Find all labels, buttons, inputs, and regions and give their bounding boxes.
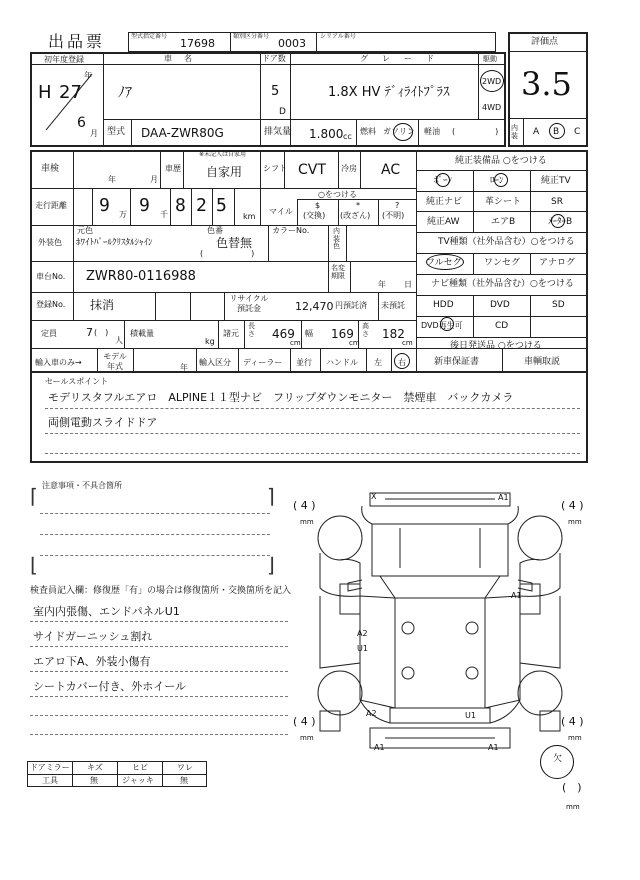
import-label: 輸入車のみ→ bbox=[35, 358, 82, 367]
fuel-paren: ( ) bbox=[452, 127, 499, 136]
sales-point-label: セールスポイント bbox=[45, 377, 109, 386]
option-0-1-circle bbox=[494, 173, 508, 187]
cool-label: 冷房 bbox=[341, 164, 357, 173]
tools-h0: ドアミラー bbox=[30, 763, 70, 772]
tread-rl-unit: mm bbox=[300, 734, 314, 742]
option-2-0: 純正AW bbox=[427, 217, 460, 227]
option-2-2: ﾒｰﾀｰB bbox=[548, 217, 573, 227]
handle-circle bbox=[394, 353, 410, 369]
fuel-circle bbox=[393, 123, 413, 141]
car-name-label: 車 名 bbox=[164, 54, 194, 63]
chassis-label: 車台No. bbox=[36, 272, 66, 281]
type-code: 17698 bbox=[180, 37, 215, 50]
car-diagram bbox=[300, 488, 590, 758]
fuel-diesel: 軽油 bbox=[424, 127, 440, 136]
drive-2wd: 2WD bbox=[482, 77, 502, 86]
navi-dvd-play: DVD再生可 bbox=[421, 321, 463, 330]
notes-bracket-bl: ⌊ bbox=[30, 553, 38, 577]
tread-fl-unit: mm bbox=[300, 518, 314, 526]
hei-value: 182 bbox=[382, 327, 405, 341]
doors-label: ドア数 bbox=[262, 54, 286, 63]
mileage-dollar: $ bbox=[315, 201, 321, 210]
inspect-line-4: シートカバー付き、外ホイール bbox=[33, 680, 187, 693]
spare-unit: mm bbox=[566, 803, 580, 811]
tread-fr: ( 4 ) bbox=[561, 499, 584, 512]
option-1-2: SR bbox=[551, 197, 563, 207]
disp: 1.800 bbox=[309, 127, 344, 141]
score-value: 3.5 bbox=[521, 65, 572, 103]
color-status: 色替無 bbox=[216, 236, 253, 250]
load-label: 積載量 bbox=[130, 329, 154, 338]
serial-label: シリアル番号 bbox=[320, 33, 356, 40]
chassis-value: ZWR80-0116988 bbox=[86, 269, 196, 284]
len-value: 469 bbox=[272, 327, 295, 341]
use-label: 車歴 bbox=[165, 164, 181, 173]
tools-r0: 工具 bbox=[42, 776, 58, 785]
later-title: 後日発送品 ○をつける bbox=[450, 341, 542, 351]
grade-label: グ レ ー ド bbox=[360, 54, 437, 63]
tread-rr: ( 4 ) bbox=[561, 715, 584, 728]
tread-rr-unit: mm bbox=[568, 734, 582, 742]
use-note: ※未記入は自家用 bbox=[199, 151, 247, 158]
tools-h2: ヒビ bbox=[132, 763, 148, 772]
option-1-1: 革シート bbox=[485, 197, 522, 207]
handle-label: ハンドル bbox=[326, 358, 358, 367]
color-num-label: 色番 bbox=[207, 226, 223, 235]
reg-year: 27 bbox=[59, 82, 82, 103]
mileage-dollar-sub: (交換) bbox=[303, 211, 326, 220]
reg-month: 6 bbox=[77, 115, 86, 131]
unpaid: 未預託 bbox=[381, 301, 405, 310]
reg-month-unit: 月 bbox=[90, 129, 98, 138]
tools-r2: ジャッキ bbox=[122, 776, 154, 785]
recycle-unit: 円預託済 bbox=[335, 301, 367, 310]
mileage-q: ? bbox=[395, 201, 400, 210]
navi-sd: SD bbox=[552, 300, 565, 310]
mileage-d4: 2 bbox=[196, 195, 207, 216]
type-code-label: 型式指定番号 bbox=[131, 33, 168, 40]
mileage-u1: 万 bbox=[119, 210, 127, 219]
inspect-line-3: エアロ下A、外装小傷有 bbox=[33, 655, 151, 668]
dim-label: 諸元 bbox=[223, 329, 239, 338]
wid-value: 169 bbox=[331, 327, 354, 341]
int-color-label: 内装色 bbox=[333, 227, 340, 251]
tools-r3: 無 bbox=[180, 776, 188, 785]
len-unit: cm bbox=[290, 339, 301, 347]
grade: 1.8X HV ﾃﾞｨﾗｲﾄﾌﾟﾗｽ bbox=[328, 85, 450, 100]
class-code: 0003 bbox=[278, 37, 306, 50]
option-0-2: 純正TV bbox=[541, 176, 571, 186]
model: DAA-ZWR80G bbox=[141, 126, 224, 140]
diagram-mark-3: A2 bbox=[357, 629, 368, 638]
parallel: 並行 bbox=[296, 358, 312, 367]
tv-item-2: アナログ bbox=[539, 258, 576, 268]
navi-title: ナビ種類（社外品含む）○をつける bbox=[431, 279, 574, 289]
drive-label: 駆動 bbox=[483, 55, 497, 63]
hei-unit: cm bbox=[402, 339, 413, 347]
shift-label: シフト bbox=[263, 164, 287, 173]
interior-c: C bbox=[574, 127, 581, 137]
mileage-d5: 5 bbox=[216, 195, 227, 216]
shaken-year-unit: 年 bbox=[108, 175, 116, 184]
tools-r1: 無 bbox=[90, 776, 98, 785]
sales-point-line2: 両側電動スライドドア bbox=[48, 416, 158, 429]
inspect-label: 検査員記入欄：修復歴「有」の場合は修復箇所・交換箇所を記入 bbox=[30, 586, 292, 596]
mileage-unit: km bbox=[243, 212, 256, 221]
diagram-mark-7: A1 bbox=[374, 743, 385, 752]
shaken-month-unit: 月 bbox=[150, 175, 158, 184]
form-title: 出品票 bbox=[48, 32, 106, 51]
diagram-mark-6: U1 bbox=[465, 711, 476, 720]
option-2-2-circle bbox=[551, 214, 565, 228]
cap-paren: ( ) bbox=[94, 328, 109, 337]
score-label: 評価点 bbox=[531, 37, 559, 47]
name-change-label: 名変期限 bbox=[331, 264, 345, 280]
reg-era: H bbox=[38, 82, 52, 103]
diagram-mark-5: A2 bbox=[366, 709, 377, 718]
tv-item-0: フルセグ bbox=[426, 258, 462, 268]
shift: CVT bbox=[298, 162, 326, 178]
manual: 車輌取説 bbox=[524, 357, 561, 367]
notes-bracket-right: ⌉ bbox=[267, 484, 275, 508]
diagram-mark-1: A1 bbox=[498, 493, 509, 502]
mileage-mile: マイル bbox=[269, 207, 293, 216]
namechg-day: 日 bbox=[404, 280, 412, 289]
mileage-d2: 9 bbox=[139, 195, 150, 216]
model-year-label: モデル年式 bbox=[103, 352, 127, 371]
notes-label: 注意事項・不具合箇所 bbox=[42, 481, 122, 490]
orig-label: 元色 bbox=[77, 226, 93, 235]
diagram-mark-8: A1 bbox=[488, 743, 499, 752]
navi-circle bbox=[440, 317, 454, 331]
spare-paren: ( ) bbox=[562, 781, 582, 794]
spare-tire-label: 欠 bbox=[553, 754, 563, 764]
tools-h1: キズ bbox=[87, 763, 103, 772]
mileage-star-sub: (改ざん) bbox=[340, 211, 371, 220]
diagram-mark-x: X bbox=[371, 492, 377, 501]
fuel-label: 燃料 bbox=[360, 127, 376, 136]
model-label: 型式 bbox=[107, 127, 126, 137]
dealer: ディーラー bbox=[243, 358, 283, 367]
mileage-d3: 8 bbox=[175, 195, 186, 216]
cap-unit: 人 bbox=[115, 336, 123, 345]
option-1-0: 純正ナビ bbox=[426, 197, 463, 207]
interior-label: 内装 bbox=[511, 124, 518, 140]
option-0-0: ﾎﾞｰﾝ bbox=[434, 176, 453, 186]
wid-label: 幅 bbox=[305, 329, 313, 338]
load-unit: kg bbox=[205, 337, 215, 346]
wid-unit: cm bbox=[349, 339, 360, 347]
regno-label: 登録No. bbox=[36, 300, 66, 309]
mileage-d1: 9 bbox=[99, 195, 110, 216]
inspect-line-1: 室内内張傷、エンドパネルU1 bbox=[33, 605, 180, 618]
diagram-mark-2: A1 bbox=[511, 591, 522, 600]
reg-year-unit: 年 bbox=[84, 71, 92, 80]
tv-title: TV種類（社外品含む）○をつける bbox=[438, 237, 575, 247]
orig-color: ﾎﾜｲﾄﾊﾟｰﾙｸﾘｽﾀﾙｼｬｲﾝ bbox=[76, 238, 153, 248]
sales-point-line1: モデリスタフルエアロ ALPINE１１型ナビ フリップダウンモニター 禁煙車 バックカメラ bbox=[48, 391, 514, 404]
handle-right: 右 bbox=[398, 358, 406, 367]
doors: 5 bbox=[271, 84, 280, 99]
disp-unit: cc bbox=[343, 132, 352, 141]
shaken-label: 車検 bbox=[41, 164, 60, 174]
disp-label: 排気量 bbox=[264, 127, 292, 137]
color-label: 外装色 bbox=[38, 238, 62, 247]
regno-value: 抹消 bbox=[90, 298, 115, 312]
len-label: 長さ bbox=[248, 322, 255, 338]
recycle-value: 12,470 bbox=[295, 300, 334, 313]
cap-value: 7 bbox=[86, 326, 93, 339]
cool: AC bbox=[381, 162, 401, 178]
car-name: ﾉｱ bbox=[118, 85, 132, 101]
inspect-line-2: サイドガーニッシュ割れ bbox=[33, 630, 153, 643]
handle-left: 左 bbox=[374, 358, 382, 367]
reg-label: 初年度登録 bbox=[44, 55, 84, 64]
mileage-q-sub: (不明) bbox=[382, 211, 405, 220]
tv-item-1: ワンセグ bbox=[484, 258, 521, 268]
recycle-label: リサイクル預託金 bbox=[229, 294, 269, 313]
interior-b: B bbox=[553, 127, 560, 137]
interior-circle bbox=[549, 123, 565, 139]
drive-circle bbox=[480, 70, 504, 92]
mileage-label: 走行距離 bbox=[35, 201, 67, 210]
use: 自家用 bbox=[206, 165, 243, 179]
mileage-star: * bbox=[356, 201, 360, 210]
mileage-u2: 千 bbox=[160, 210, 168, 219]
color-no-label: カラーNo. bbox=[272, 226, 310, 235]
door-type: D bbox=[279, 107, 286, 117]
notes-bracket-br: ⌋ bbox=[267, 553, 275, 577]
option-2-1: エアB bbox=[491, 217, 516, 227]
fuel-gas: ガソリン bbox=[383, 127, 415, 136]
option-0-0-circle bbox=[434, 173, 453, 187]
diagram-mark-4: U1 bbox=[357, 644, 368, 653]
model-year-unit: 年 bbox=[180, 363, 188, 372]
tread-rl: ( 4 ) bbox=[293, 715, 316, 728]
navi-hdd: HDD bbox=[433, 300, 454, 310]
notes-bracket-left: ⌈ bbox=[30, 484, 38, 508]
drive-4wd: 4WD bbox=[482, 103, 502, 112]
options-title: 純正装備品 ○をつける bbox=[455, 156, 547, 166]
navi-cd: CD bbox=[495, 321, 509, 331]
interior-a: A bbox=[533, 127, 540, 137]
tools-h3: ワレ bbox=[177, 763, 193, 772]
class-code-label: 類別区分番号 bbox=[233, 33, 270, 40]
cap-label: 定員 bbox=[41, 329, 57, 338]
option-0-1: ﾛｰﾝ bbox=[490, 176, 504, 186]
hei-label: 高さ bbox=[362, 322, 369, 338]
warranty: 新車保証書 bbox=[434, 357, 480, 367]
tv-circle bbox=[426, 254, 464, 270]
mileage-circle-note: ○をつける bbox=[318, 190, 357, 199]
navi-dvd: DVD bbox=[490, 300, 510, 310]
tread-fr-unit: mm bbox=[568, 518, 582, 526]
tread-fl: ( 4 ) bbox=[293, 499, 316, 512]
import-cat-label: 輸入区分 bbox=[199, 358, 231, 367]
namechg-year: 年 bbox=[378, 280, 386, 289]
color-paren: ( ) bbox=[200, 249, 255, 258]
